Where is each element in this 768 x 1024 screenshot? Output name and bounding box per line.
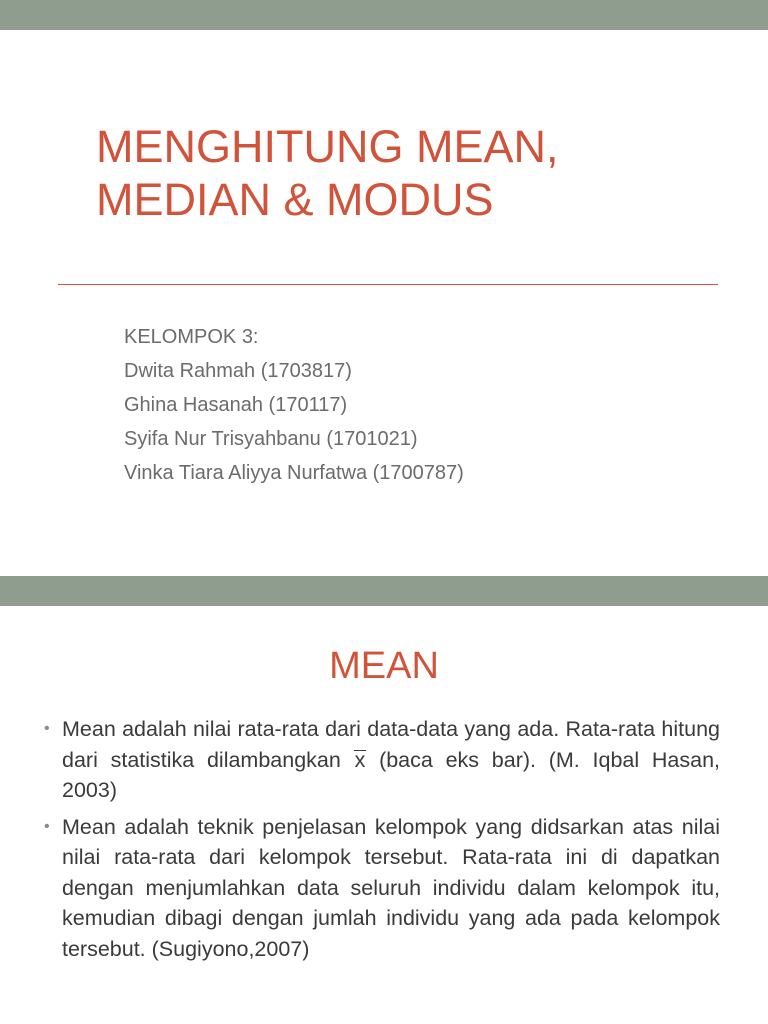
bullet-item — [44, 812, 720, 965]
group-label: KELOMPOK 3: — [124, 326, 259, 348]
member-list — [124, 320, 684, 490]
x-bar-symbol: x — [354, 747, 366, 772]
bullet-item — [44, 714, 720, 806]
slide-top-band — [0, 0, 768, 30]
title-line-1: MENGHITUNG MEAN, — [96, 121, 559, 172]
member-item: Dwita Rahmah (1703817) — [124, 360, 352, 382]
title-divider — [58, 284, 718, 285]
slide-heading: MEAN — [329, 645, 439, 687]
member-item: Ghina Hasanah (170117) — [124, 394, 348, 416]
bullet-dot-icon: • — [44, 720, 50, 737]
bullet-list — [44, 714, 720, 970]
bullet-dot-icon: • — [44, 817, 50, 835]
member-item: Vinka Tiara Aliyya Nurfatwa (1700787) — [124, 462, 464, 484]
bullet-text-part: Mean adalah nilai rata-rata dari data-data yang ada. Rata-rata hitung dari statistika dilambangkan — [62, 717, 720, 772]
bullet-text-part: (baca eks bar). (M. Iqbal Hasan, 2003) — [62, 747, 720, 802]
title-line-2: MEDIAN & MODUS — [96, 174, 494, 225]
slide-title — [96, 120, 716, 226]
slide-top-band — [0, 576, 768, 606]
bullet-text: Mean adalah teknik penjelasan kelompok yang didsarkan atas nilai nilai rata-rata dari kelompok tersebut. Rata-rata ini di dapatkan dengan menjumlahkan data seluruh individu dalam kelompok itu, kemudian dibagi dengan jumlah individu yang ada pada kelompok tersebut. (Sugiyono,2007) — [62, 814, 720, 961]
mean-slide — [0, 576, 768, 1024]
member-item: Syifa Nur Trisyahbanu (1701021) — [124, 428, 418, 450]
